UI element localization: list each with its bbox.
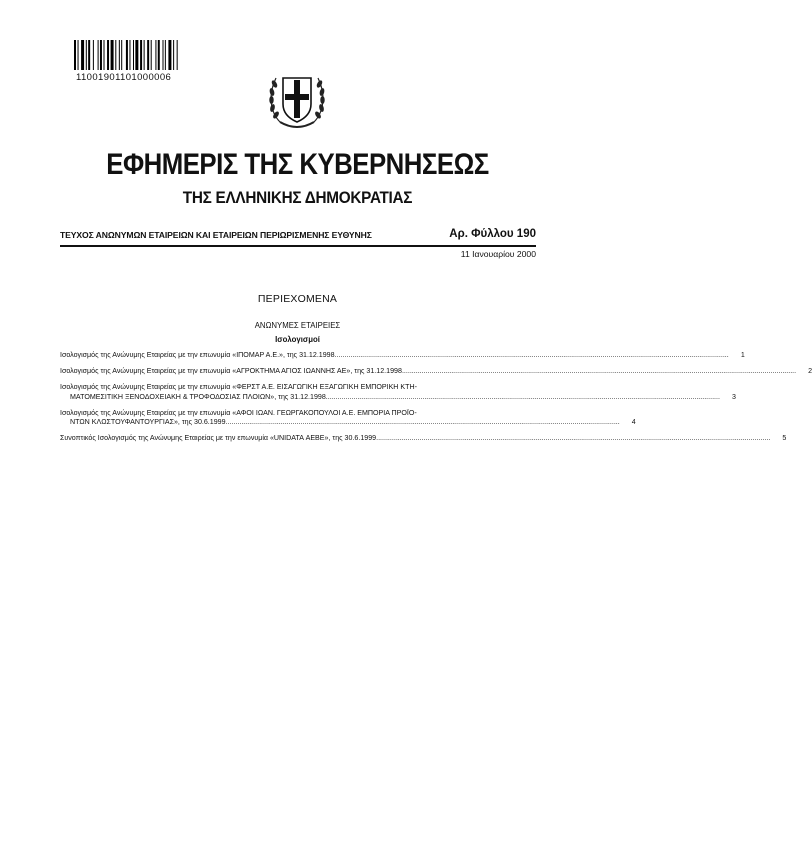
toc-entry-text-continued: ΜΑΤΟΜΕΣΙΤΙΚΗ ΞΕΝΟΔΟΧΕΙΑΚΗ & ΤΡΟΦΟΔΟΣΙΑΣ ΠΛΟΙΩΝ», της 31.12.1998 <box>70 392 326 401</box>
barcode-bar <box>100 40 102 70</box>
toc-entry[interactable] <box>60 408 636 427</box>
barcode-bar <box>86 40 87 70</box>
gazette-title: ΕΦΗΜΕΡΙΣ ΤΗΣ ΚΥΒΕΡΝΗΣΕΩΣ <box>106 148 489 181</box>
barcode-bar <box>88 40 90 70</box>
barcode-bar <box>140 40 142 70</box>
issue-date: 11 Ιανουαρίου 2000 <box>460 249 536 259</box>
toc-entry-text-continued: ΝΤΩΝ ΚΛΩΣΤΟΥΦΑΝΤΟΥΡΓΙΑΣ», της 30.6.1999 <box>70 418 226 427</box>
barcode-bar <box>158 40 160 70</box>
toc-page-number: 2 <box>808 367 812 376</box>
toc-entry-text: Ισολογισμός της Ανώνυμης Εταιρείας με την επωνυμία «ΑΓΡΟΚΤΗΜΑ ΑΓΙΟΣ ΙΩΑΝΝΗΣ ΑΕ», της 31.12.1998 <box>60 367 402 376</box>
barcode-bar <box>147 40 149 70</box>
toc-entry-text: Συνοπτικός Ισολογισμός της Ανώνυμης Εταιρείας με την επωνυμία «UNIDATA ΑΕΒΕ», της 30.6.1999 <box>60 434 377 443</box>
barcode-bar <box>104 40 105 70</box>
barcode-bar <box>144 40 145 70</box>
contents-title: ΠΕΡΙΕΧΟΜΕΝΑ <box>257 293 338 305</box>
issue-type: ΤΕΥΧΟΣ ΑΝΩΝΥΜΩΝ ΕΤΑΙΡΕΙΩΝ ΚΑΙ ΕΤΑΙΡΕΙΩΝ ΠΕΡΙΩΡΙΣΜΕΝΗΣ ΕΥΘΥΝΗΣ <box>60 230 372 240</box>
barcode-bar <box>163 40 164 70</box>
header-divider <box>60 245 536 247</box>
barcode-bar <box>78 40 79 70</box>
barcode-bar <box>81 40 84 70</box>
barcode-number: 11001901101000006 <box>76 72 172 83</box>
toc-dot-leader: ........................................................................................................................................................................................................ <box>376 434 771 443</box>
toc-page-number: 3 <box>732 392 736 401</box>
gazette-subtitle: ΤΗΣ ΕΛΛΗΝΙΚΗΣ ΔΗΜΟΚΡΑΤΙΑΣ <box>182 188 413 207</box>
barcode-bar <box>165 40 166 70</box>
barcode-bar <box>74 40 76 70</box>
barcode-bar <box>98 40 99 70</box>
toc-page-number: 5 <box>782 434 787 443</box>
toc-page-number: 4 <box>631 418 636 427</box>
toc-entry-text: Ισολογισμός της Ανώνυμης Εταιρείας με την επωνυμία «ΙΠΟΜΑΡ Α.Ε.», της 31.12.1998 <box>60 351 335 359</box>
barcode-bar <box>135 40 138 70</box>
toc-dot-leader: ........................................................................................................................................................................................................ <box>225 418 620 427</box>
barcode-bar <box>151 40 152 70</box>
toc-entry-text: Ισολογισμός της Ανώνυμης Εταιρείας με την επωνυμία «ΑΦΟΙ ΙΩΑΝ. ΓΕΩΡΓΑΚΟΠΟΥΛΟΙ Α.Ε. ΕΜΠΟΡΙΑ ΠΡΟΪΟ- <box>60 408 417 417</box>
barcode-bar <box>126 40 128 70</box>
toc-entry-text: Ισολογισμός της Ανώνυμης Εταιρείας με την επωνυμία «ΦΕΡΣΤ Α.Ε. ΕΙΣΑΓΩΓΙΚΗ ΕΞΑΓΩΓΙΚΗ ΕΜΠΟΡΙΚΗ ΚΤΗ- <box>60 383 417 392</box>
barcode-bar <box>107 40 109 70</box>
toc-page-number: 1 <box>740 351 745 359</box>
toc-entry[interactable] <box>60 351 745 360</box>
toc-entry[interactable] <box>60 434 787 443</box>
toc-dot-leader: ........................................................................................................................................................................................................ <box>401 367 797 376</box>
barcode-bar <box>119 40 120 70</box>
toc-entry[interactable] <box>60 383 736 401</box>
toc-entry[interactable] <box>60 367 812 376</box>
section-title: ΑΝΩΝΥΜΕΣ ΕΤΑΙΡΕΙΕΣ <box>254 321 341 330</box>
barcode-bar <box>177 40 178 70</box>
barcode-bar <box>111 40 114 70</box>
issue-number: Αρ. Φύλλου 190 <box>449 228 536 240</box>
subsection-title: Ισολογισμοί <box>275 335 320 344</box>
barcode-bar <box>133 40 134 70</box>
barcode-bar <box>155 40 156 70</box>
barcode-bar <box>129 40 130 70</box>
barcode-bar <box>173 40 174 70</box>
barcode-bar <box>168 40 171 70</box>
issue-header-row <box>60 228 536 244</box>
toc-dot-leader: ........................................................................................................................................................................................................ <box>334 351 729 359</box>
barcode-bar <box>93 40 94 70</box>
barcode-bar <box>115 40 116 70</box>
toc-dot-leader: ........................................................................................................................................................................................................ <box>325 392 720 401</box>
table-of-contents <box>60 351 812 443</box>
coat-of-arms-emblem <box>266 66 328 134</box>
barcode <box>74 40 218 70</box>
barcode-bar <box>121 40 122 70</box>
